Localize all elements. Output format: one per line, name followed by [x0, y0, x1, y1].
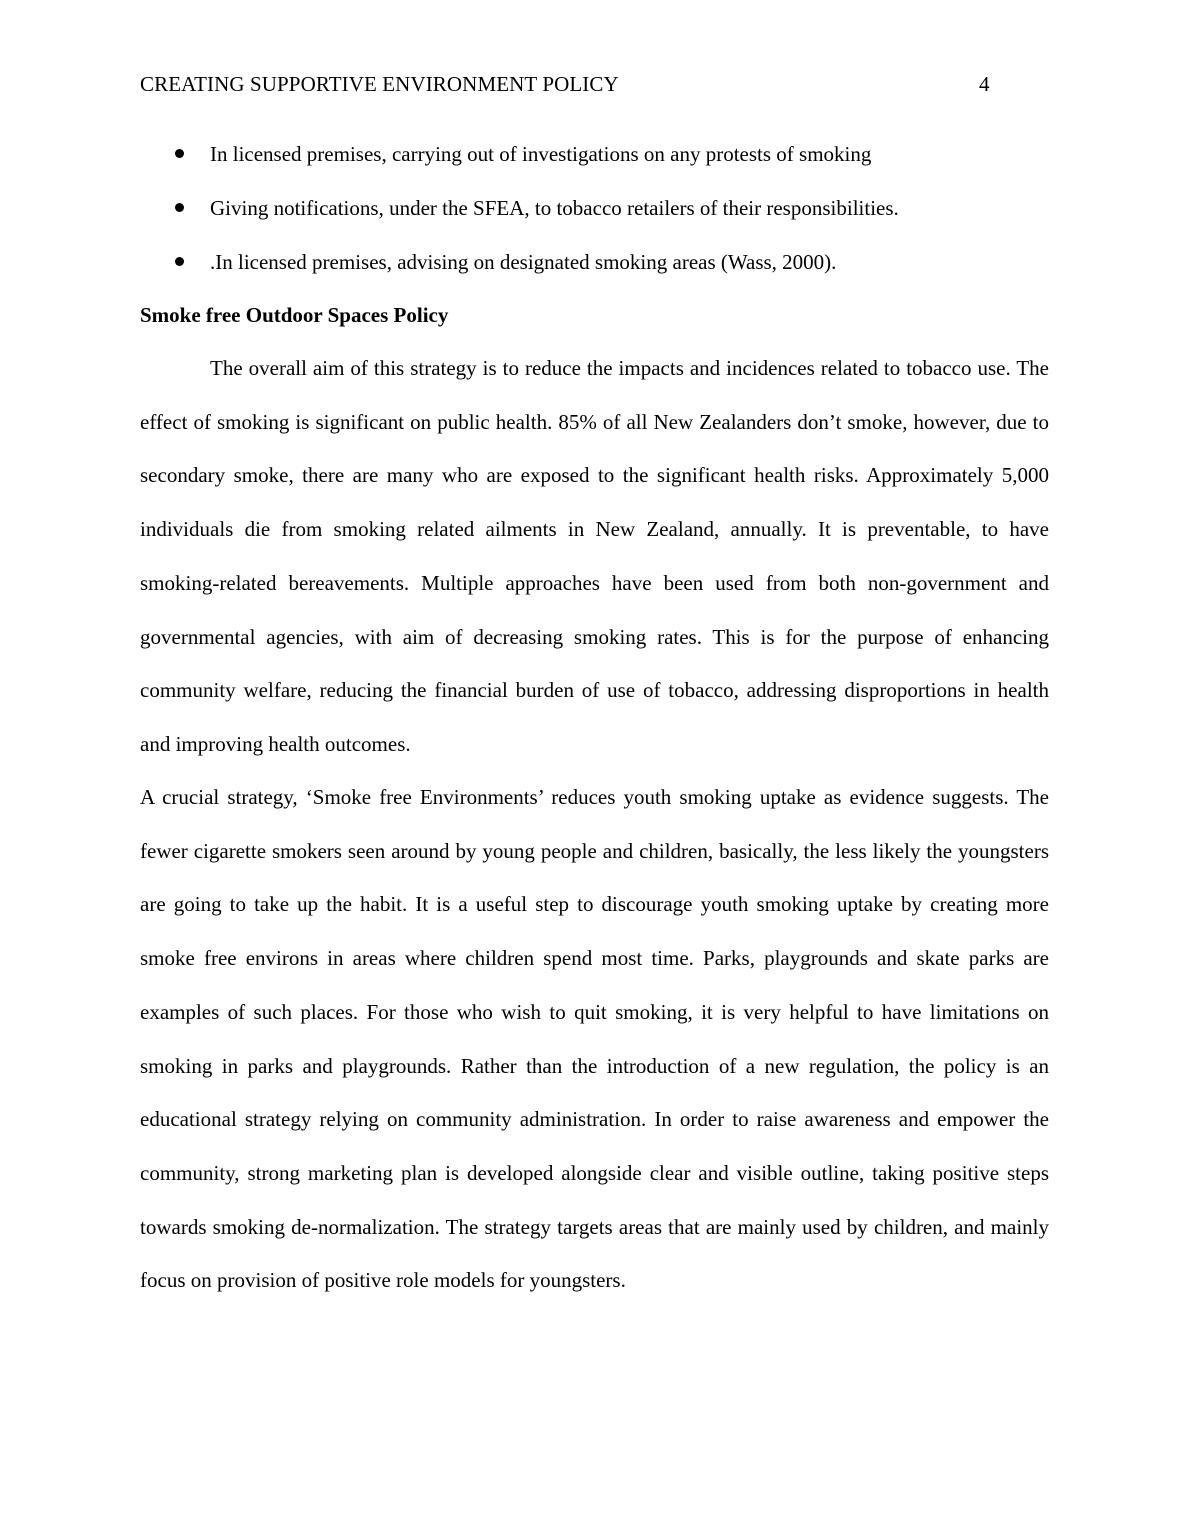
bullet-item [0, 140, 1190, 194]
running-head: CREATING SUPPORTIVE ENVIRONMENT POLICY [140, 72, 619, 96]
bullet-text: In licensed premises, carrying out of investigations on any protests of smoking [210, 142, 872, 166]
page-number: 4 [979, 72, 990, 96]
bullet-dot-icon [175, 203, 184, 212]
bullet-item [0, 194, 1190, 248]
bullet-dot-icon [175, 149, 184, 158]
body-paragraph: A crucial strategy, ‘Smoke free Environments’ reduces youth smoking uptake as evidence suggests. The fewer cigarette smokers seen around by young people and children, basically, the less likely the youngsters are going to take up the habit. It is a useful step to discourage youth smoking uptake by creating more smoke free environs in areas where children spend most time. Parks, playgrounds and skate parks are examples of such places. For those who wish to quit smoking, it is very helpful to have limitations on smoking in parks and playgrounds. Rather than the introduction of a new regulation, the policy is an educational strategy relying on community administration. In order to raise awareness and empower the community, strong marketing plan is developed alongside clear and visible outline, taking positive steps towards smoking de-normalization. The strategy targets areas that are mainly used by children, and mainly focus on provision of positive role models for youngsters. [140, 785, 1049, 1293]
bullet-list [0, 140, 1190, 302]
bullet-item [0, 248, 1190, 302]
bullet-dot-icon [175, 257, 184, 266]
bullet-text: .In licensed premises, advising on designated smoking areas (Wass, 2000). [210, 250, 837, 274]
bullet-text: Giving notifications, under the SFEA, to tobacco retailers of their responsibilities. [210, 196, 899, 220]
section-heading: Smoke free Outdoor Spaces Policy [140, 303, 449, 327]
body-paragraph: The overall aim of this strategy is to reduce the impacts and incidences related to tobacco use. The effect of smoking is significant on public health. 85% of all New Zealanders don’t smoke, however, due to secondary smoke, there are many who are exposed to the significant health risks. Approximately 5,000 individuals die from smoking related ailments in New Zealand, annually. It is preventable, to have smoking-related bereavements. Multiple approaches have been used from both non-government and governmental agencies, with aim of decreasing smoking rates. This is for the purpose of enhancing community welfare, reducing the financial burden of use of tobacco, addressing disproportions in health and improving health outcomes. [140, 356, 1049, 756]
